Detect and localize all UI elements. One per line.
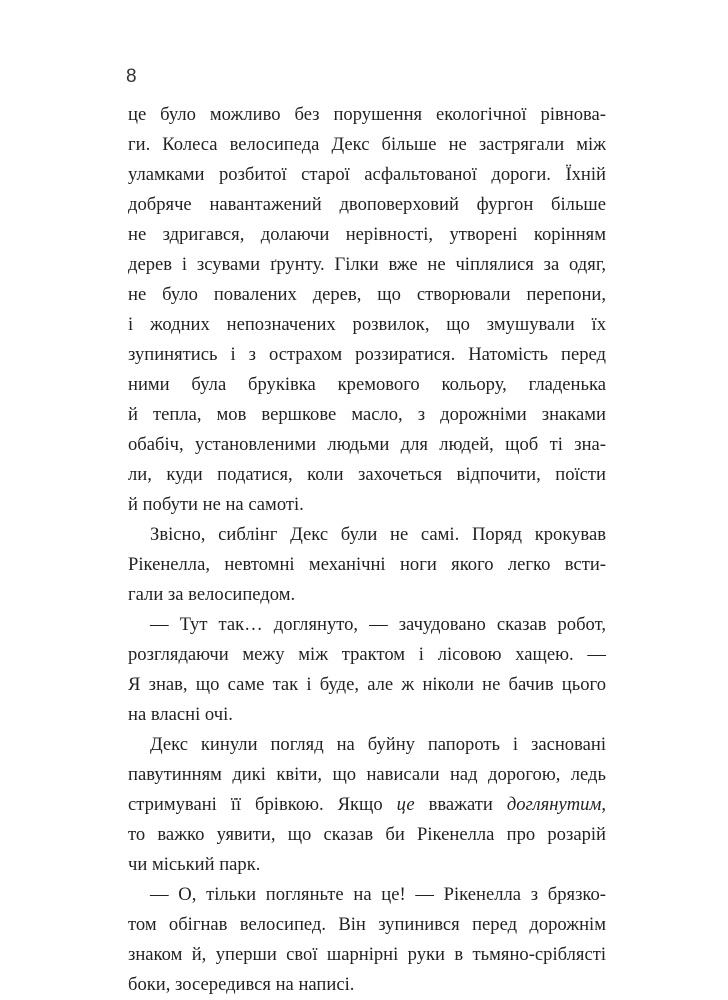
text-line: і жодних непозначених розвилок, що змушували їх (128, 314, 606, 335)
text-line: — Тут так… доглянуто, — зачудовано сказав робот, (150, 614, 606, 635)
emphasis-text: це (396, 794, 415, 815)
page-number: 8 (126, 66, 137, 87)
text-line: гали за велосипедом. (128, 584, 296, 605)
text-line: Я знав, що саме так і буде, але ж ніколи не бачив цього (128, 674, 606, 695)
text-line: — О, тільки погляньте на це! — Рікенелла з брязко- (150, 884, 606, 905)
text-line: павутинням дикі квіти, що нависали над дорогою, ледь (128, 764, 606, 785)
text-line: знаком й, уперши свої шарнірні руки в тьмяно-сріблясті (128, 944, 606, 965)
text-line: Декс кинули погляд на буйну папороть і засновані (150, 734, 606, 755)
text-line: добряче навантажений двоповерховий фургон більше (128, 194, 606, 215)
text-line: не було повалених дерев, що створювали перепони, (128, 284, 606, 305)
text-line: дерев і зсувами ґрунту. Гілки вже не чіплялися за одяг, (128, 254, 606, 275)
text-line: чи міський парк. (128, 854, 261, 875)
text-fragment: стримувані її брівкою. Якщо (128, 794, 397, 815)
emphasis-text: доглянутим (506, 794, 602, 815)
text-line-with-emphasis (128, 790, 606, 820)
text-line: це було можливо без порушення екологічної рівнова- (128, 104, 606, 125)
text-fragment: , (601, 794, 606, 815)
text-line: й тепла, мов вершкове масло, з дорожніми знаками (128, 404, 606, 425)
text-line: й побути не на самоті. (128, 494, 304, 515)
text-line: на власні очі. (128, 704, 233, 725)
text-line: боки, зосередився на написі. (128, 974, 355, 995)
text-line: Рікенелла, невтомні механічні ноги якого легко всти- (128, 554, 606, 575)
text-line: том обігнав велосипед. Він зупинився перед дорожнім (128, 914, 606, 935)
text-line: зупинятись і з острахом роззиратися. Натомість перед (128, 344, 606, 365)
text-line: обабіч, установленими людьми для людей, щоб ті зна- (128, 434, 606, 455)
text-line: ними була бруківка кремового кольору, гладенька (128, 374, 606, 395)
text-line: уламками розбитої старої асфальтованої дороги. Їхній (128, 164, 606, 185)
text-line: розглядаючи межу між трактом і лісовою хащею. — (128, 644, 606, 665)
text-line: ли, куди податися, коли захочеться відпочити, поїсти (128, 464, 606, 485)
body-text (128, 100, 606, 1000)
text-line: то важко уявити, що сказав би Рікенелла про розарій (128, 824, 606, 845)
text-line: ги. Колеса велосипеда Декс більше не застрягали між (128, 134, 606, 155)
text-line: Звісно, сиблінг Декс були не самі. Поряд крокував (150, 524, 606, 545)
text-fragment: вважати (414, 794, 507, 815)
text-line: не здригався, долаючи нерівності, утворені корінням (128, 224, 606, 245)
